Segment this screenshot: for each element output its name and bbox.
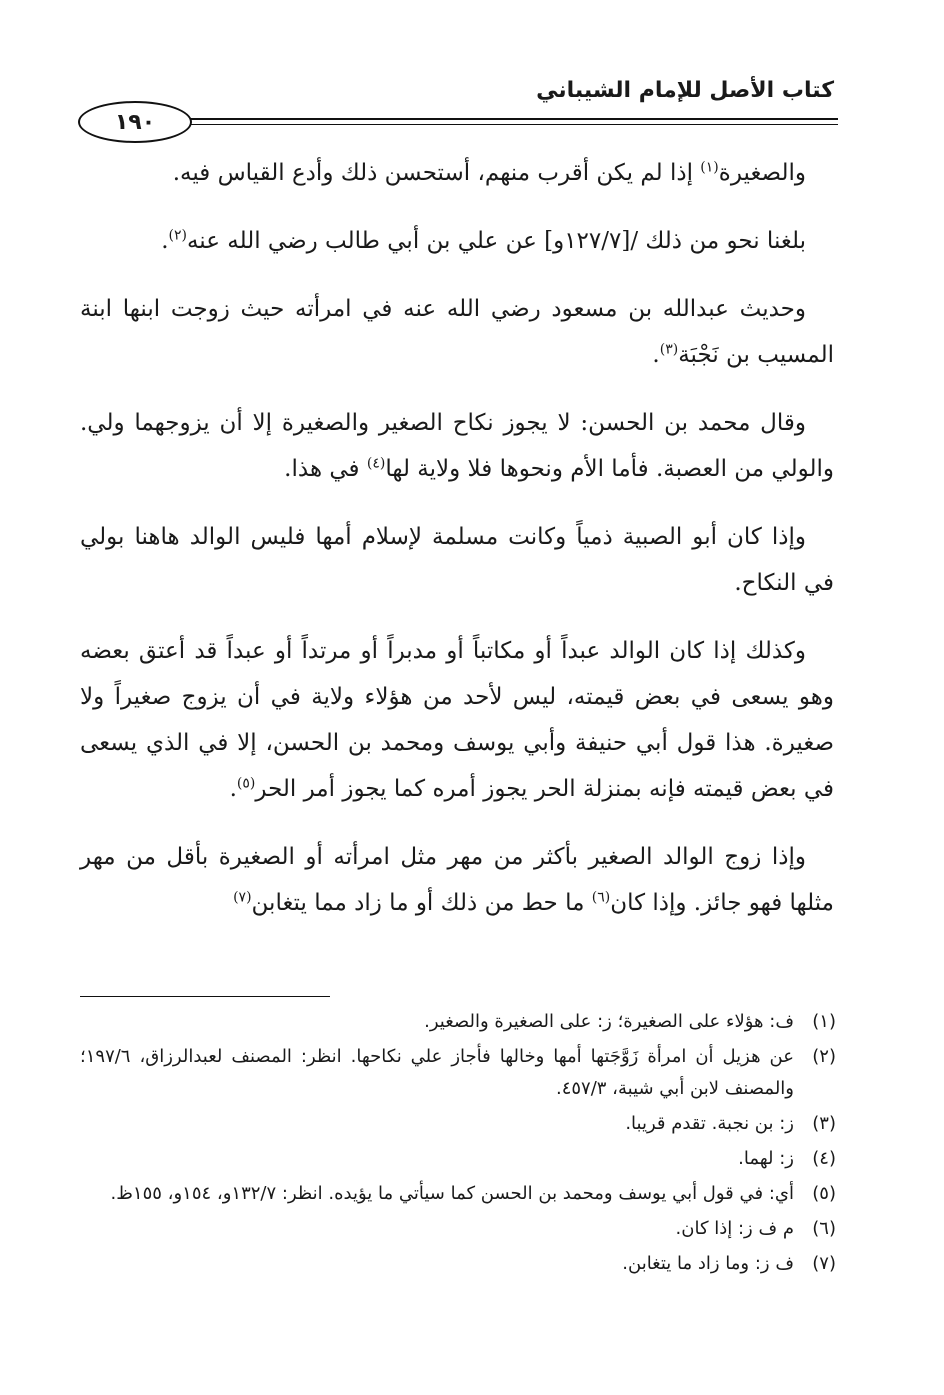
body-paragraph xyxy=(80,150,834,196)
paragraph-text: وإذا زوج الوالد الصغير بأكثر من مهر مثل امرأته أو الصغيرة بأقل من مهر مثلها فهو جائز. وإذا كان xyxy=(80,844,834,916)
footnote-item xyxy=(80,1108,836,1140)
footnote-marker: (٧) xyxy=(233,889,252,906)
paragraph-text: ما حط من ذلك أو ما زاد مما يتغابن xyxy=(251,890,592,916)
footnote-marker: (٥) xyxy=(236,775,256,792)
body-paragraph xyxy=(80,834,834,926)
footnote-number: (١) xyxy=(812,1011,836,1032)
paragraph-text: بلغنا نحو من ذلك /[١٢٧/٧و] عن علي بن أبي طالب رضي الله عنه xyxy=(186,228,806,254)
body-paragraph xyxy=(80,400,834,492)
header-rule xyxy=(80,118,838,120)
footnote-item xyxy=(80,1143,836,1175)
footnote-marker: (١) xyxy=(700,159,719,176)
page-number-text: ١٩٠ xyxy=(114,109,156,135)
footnote-number: (٤) xyxy=(812,1148,836,1169)
footnote-separator xyxy=(80,996,330,997)
footnote-text: ز: بن نجبة. تقدم قريبا. xyxy=(625,1113,794,1134)
footnote-item xyxy=(80,1041,836,1105)
body-paragraph xyxy=(80,514,834,606)
footnote-item xyxy=(80,1006,836,1038)
paragraph-text: إذا لم يكن أقرب منهم، أستحسن ذلك وأدع القياس فيه. xyxy=(172,160,701,186)
paragraph-text: وإذا كان أبو الصبية ذمياً وكانت مسلمة لإسلام أمها فليس الوالد هاهنا بولي في النكاح. xyxy=(80,524,834,596)
footnote-number: (٦) xyxy=(812,1218,836,1239)
body-paragraph xyxy=(80,218,834,264)
footnote-item xyxy=(80,1248,836,1280)
footnote-text: أي: في قول أبي يوسف ومحمد بن الحسن كما سيأتي ما يؤيده. انظر: ١٣٢/٧و، ١٥٤و، ١٥٥ظ. xyxy=(110,1183,794,1204)
footnotes xyxy=(80,1006,836,1283)
paragraph-text: . xyxy=(652,342,660,368)
footnote-text: ف ز: وما زاد ما يتغابن. xyxy=(622,1253,794,1274)
header-rule-thin xyxy=(80,124,838,125)
paragraph-text: وكذلك إذا كان الوالد عبداً أو مكاتباً أو مدبراً أو مرتداً أو عبداً قد أعتق بعضه وهو يسعى في بعض قيمته، ليس لأحد من هؤلاء ولاية في أن يزوج صغيراً ولا صغيرة. هذا قول أبي حنيفة وأبي يوسف ومحمد بن الحسن، إلا في الذي يسعى في بعض قيمته فإنه بمنزلة الحر يجوز أمره كما يجوز أمر الحر xyxy=(80,638,834,802)
paragraph-text: في هذا. xyxy=(284,456,367,482)
paragraph-text: والصغيرة xyxy=(718,160,806,186)
paragraph-text: . xyxy=(229,776,237,802)
footnote-marker: (٦) xyxy=(591,889,611,906)
page-number xyxy=(78,101,192,143)
footnote-item xyxy=(80,1213,836,1245)
footnote-number: (٥) xyxy=(812,1183,836,1204)
footnote-marker: (٢) xyxy=(168,227,187,244)
paragraph-text: وقال محمد بن الحسن: لا يجوز نكاح الصغير والصغيرة إلا أن يزوجهما ولي. والولي من العصبة. فأما الأم ونحوها فلا ولاية لها xyxy=(80,410,834,482)
footnote-number: (٧) xyxy=(812,1253,836,1274)
body-paragraph xyxy=(80,286,834,378)
body-paragraph xyxy=(80,628,834,812)
main-text xyxy=(80,150,834,948)
footnote-text: ز: لهما. xyxy=(738,1148,794,1169)
footnote-text: م ف ز: إذا كان. xyxy=(675,1218,794,1239)
footnote-text: عن هزيل أن امرأة زَوَّجَتها أمها وخالها فأجاز علي نكاحها. انظر: المصنف لعبدالرزاق، ١٩٧/٦؛ والمصنف لابن أبي شيبة، ٤٥٧/٣. xyxy=(80,1046,794,1099)
footnote-marker: (٣) xyxy=(659,341,679,358)
paragraph-text: وحديث عبدالله بن مسعود رضي الله عنه في امرأته حيث زوجت ابنها ابنة المسيب بن نَجْبَة xyxy=(80,296,834,368)
running-title: كتاب الأصل للإمام الشيباني xyxy=(536,78,834,103)
footnote-number: (٣) xyxy=(812,1113,836,1134)
footnote-text: ف: هؤلاء على الصغيرة؛ ز: على الصغيرة والصغير. xyxy=(424,1011,794,1032)
footnote-number: (٢) xyxy=(812,1046,836,1067)
paragraph-text: . xyxy=(161,228,169,254)
footnote-item xyxy=(80,1178,836,1210)
footnote-marker: (٤) xyxy=(366,455,386,472)
